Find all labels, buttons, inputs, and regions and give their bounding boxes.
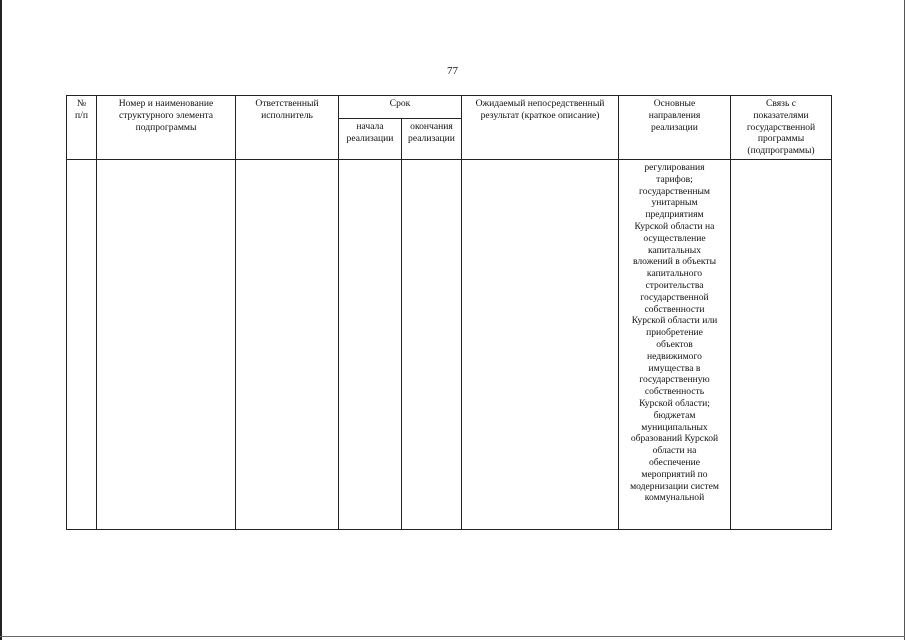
header-term: Срок [339,96,462,119]
cell-indicators-link [731,159,832,529]
header-number: № п/п [67,96,97,160]
header-element-name: Номер и наименование структурного элемента подпрограммы [97,96,236,160]
page-number: 77 [447,65,458,77]
header-term-start: начала реализации [339,119,402,160]
cell-responsible [236,159,339,529]
header-expected-result: Ожидаемый непосредственный результат (краткое описание) [462,96,619,160]
scan-bottom-edge [0,636,905,637]
cell-expected-result [462,159,619,529]
header-main-directions: Основные направления реализации [619,96,731,160]
header-term-end: окончания реализации [402,119,462,160]
header-row [67,96,832,119]
subprogram-table [66,95,832,530]
header-responsible: Ответственный исполнитель [236,96,339,160]
cell-main-directions: регулирования тарифов; государственным унитарным предприятиям Курской области на осуществление капитальных вложений в объекты капитального строительства государственной собственности Курской области или приобретение объектов недвижимого имущества в государственную собственность Курской области; бюджетам муниципальных образований Курской области на обеспечение мероприятий по модернизации систем коммунальной [619,159,731,529]
table-row [67,159,832,529]
cell-element-name [97,159,236,529]
header-indicators-link: Связь с показателями государственной программы (подпрограммы) [731,96,832,160]
cell-number [67,159,97,529]
cell-term-end [402,159,462,529]
cell-term-start [339,159,402,529]
